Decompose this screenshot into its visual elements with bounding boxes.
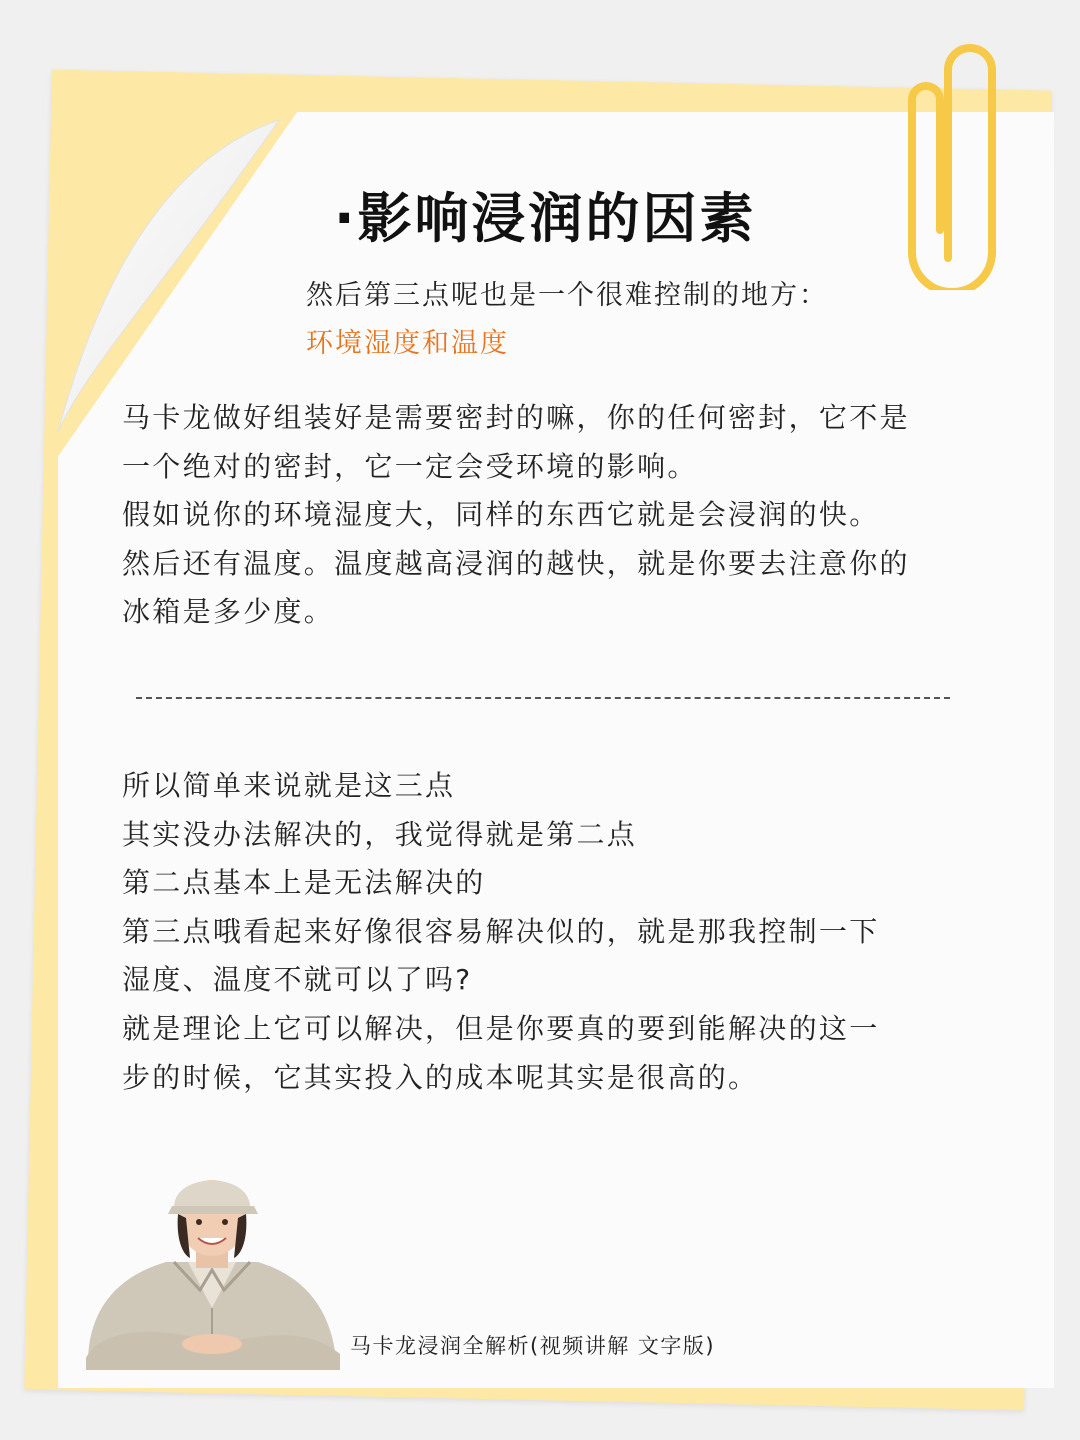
intro-line: 然后第三点呢也是一个很难控制的地方： [306, 280, 828, 311]
text-line: 马卡龙做好组装好是需要密封的嘛，你的任何密封，它不是 [122, 401, 910, 434]
intro-block [306, 272, 828, 368]
text-line: 然后还有温度。温度越高浸润的越快，就是你要去注意你的 [122, 546, 910, 580]
text-line: 湿度、温度不就可以了吗? [122, 963, 473, 997]
text-line: 步的时候，它其实投入的成本呢其实是很高的。 [122, 1060, 759, 1094]
text-line: 所以简单来说就是这三点 [122, 769, 456, 802]
page-title: ·影响浸润的因素 [334, 187, 757, 250]
text-line: 其实没办法解决的，我觉得就是第二点 [122, 817, 638, 851]
text-line: 第三点哦看起来好像很容易解决似的，就是那我控制一下 [122, 914, 880, 948]
section-1-paragraph [122, 394, 982, 637]
footer-caption: 马卡龙浸润全解析(视频讲解 文字版) [350, 1334, 716, 1358]
dashed-divider [136, 697, 950, 699]
presenter-avatar [78, 1158, 348, 1370]
text-line: 就是理论上它可以解决，但是你要真的要到能解决的这一 [122, 1011, 880, 1045]
intro-highlight: 环境湿度和温度 [306, 328, 509, 359]
text-line: 假如说你的环境湿度大，同样的东西它就是会浸润的快。 [122, 498, 880, 532]
text-line: 冰箱是多少度。 [122, 595, 335, 629]
paperclip-icon [878, 30, 998, 290]
section-2-paragraph [122, 762, 982, 1102]
text-line: 第二点基本上是无法解决的 [122, 866, 486, 900]
text-line: 一个绝对的密封，它一定会受环境的影响。 [122, 449, 698, 483]
